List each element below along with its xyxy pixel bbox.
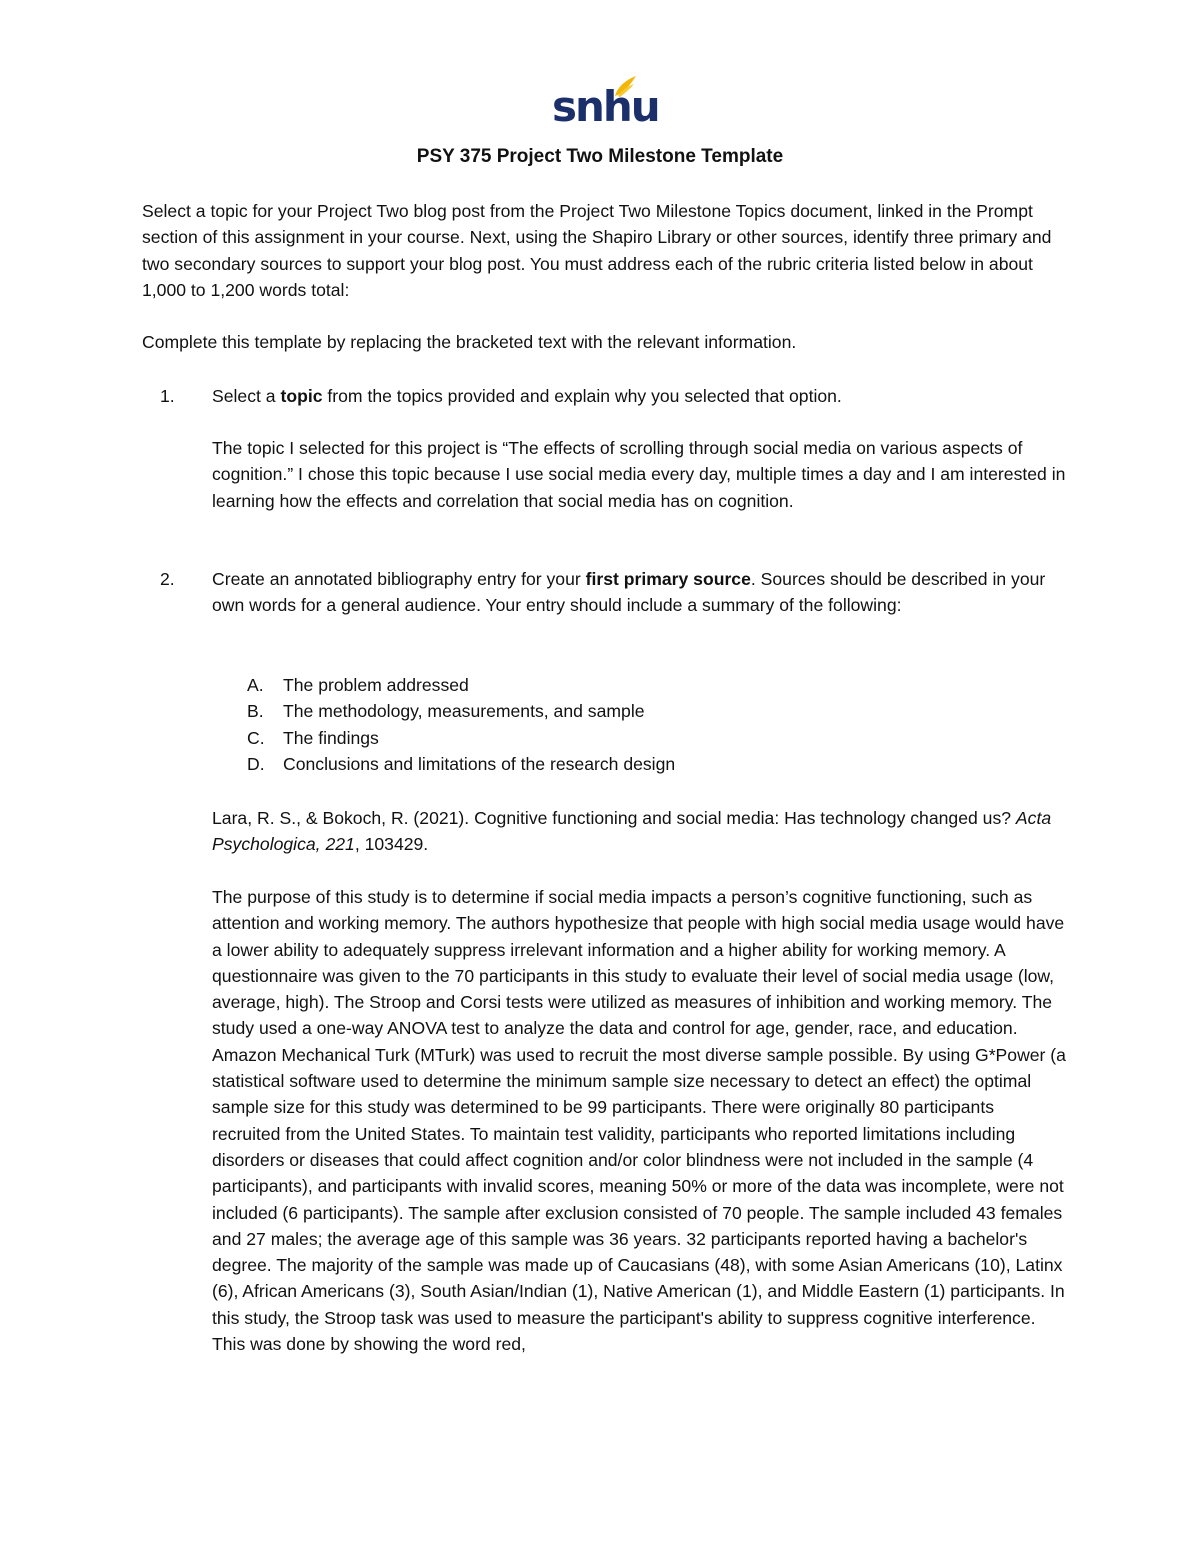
- subitem-letter-b: B.: [247, 701, 264, 721]
- subitem-letter-a: A.: [247, 675, 264, 695]
- intro-paragraph: Select a topic for your Project Two blog post from the Project Two Milestone Topics document, linked in the Prompt section of this assignment in your course. Next, using the Shapiro Library or other sources, identify three primary and two secondary sources to support your blog post. You must address each of the rubric criteria listed below in about 1,000 to 1,200 words total:: [142, 201, 1052, 300]
- subitem-a: The problem addressed: [283, 675, 469, 695]
- subitem-letter-d: D.: [247, 754, 265, 774]
- page-title: PSY 375 Project Two Milestone Template: [416, 146, 784, 167]
- item1-bold: topic: [280, 386, 323, 406]
- subitem-c: The findings: [283, 728, 379, 748]
- citation: [212, 805, 1072, 858]
- item1-answer: The topic I selected for this project is “The effects of scrolling through social media on various aspects of cognition.” I chose this topic because I use social media every day, multiple times a day and I am interested in learning how the effects and correlation that social media has on cognition.: [212, 438, 1066, 511]
- subitem-b: The methodology, measurements, and sample: [283, 701, 645, 721]
- citation-authors-title: Lara, R. S., & Bokoch, R. (2021). Cognitive functioning and social media: Has technology changed us?: [212, 808, 1016, 828]
- instructions-paragraph: Complete this template by replacing the bracketed text with the relevant information.: [142, 332, 797, 352]
- item1-text-after: from the topics provided and explain why you selected that option.: [322, 386, 842, 406]
- list-number-2: 2.: [160, 569, 175, 589]
- citation-sep: ,: [315, 834, 326, 855]
- subitem-d: Conclusions and limitations of the research design: [283, 754, 676, 774]
- item2-prompt: [212, 566, 1072, 619]
- snhu-logo: [552, 74, 659, 132]
- list-number-1: 1.: [160, 386, 175, 406]
- citation-journal: Acta Psychologica: [212, 808, 1052, 855]
- item2-text-before: Create an annotated bibliography entry for your: [212, 569, 586, 589]
- citation-volume: 221: [325, 834, 355, 855]
- citation-pages: , 103429.: [354, 834, 429, 855]
- item1-text-before: Select a: [212, 386, 281, 406]
- subitem-letter-c: C.: [247, 728, 265, 748]
- item2-text-after: . Sources should be described in your own words for a general audience. Your entry should include a summary of the following:: [212, 569, 1046, 616]
- logo-text: snhu: [552, 82, 659, 131]
- item2-bold: first primary source: [585, 569, 751, 589]
- item1-prompt: [212, 383, 1072, 409]
- summary-paragraph: The purpose of this study is to determine if social media impacts a person’s cognitive functioning, such as attention and working memory. The authors hypothesize that people with high social media usage would have a lower ability to adequately suppress irrelevant information and a higher ability for working memory. A questionnaire was given to the 70 participants in this study to evaluate their level of social media usage (low, average, high). The Stroop and Corsi tests were utilized as measures of inhibition and working memory. The study used a one-way ANOVA test to analyze the data and control for age, gender, race, and education. Amazon Mechanical Turk (MTurk) was used to recruit the most diverse sample possible. By using G*Power (a statistical software used to determine the minimum sample size necessary to detect an effect) the optimal sample size for this study was determined to be 99 participants. There were originally 80 participants recruited from the United States. To maintain test validity, participants who reported limitations including disorders or diseases that could affect cognition and/or color blindness were not included in the sample (4 participants), and participants with invalid scores, meaning 50% or more of the data was incomplete, were not included (6 participants). The sample after exclusion consisted of 70 people. The sample included 43 females and 27 males; the average age of this sample was 36 years. 32 participants reported having a bachelor's degree. The majority of the sample was made up of Caucasians (48), with some Asian Americans (10), Latinx (6), African Americans (3), South Asian/Indian (1), Native American (1), and Middle Eastern (1) participants. In this study, the Stroop task was used to measure the participant's ability to suppress cognitive interference. This was done by showing the word red,: [212, 887, 1066, 1355]
